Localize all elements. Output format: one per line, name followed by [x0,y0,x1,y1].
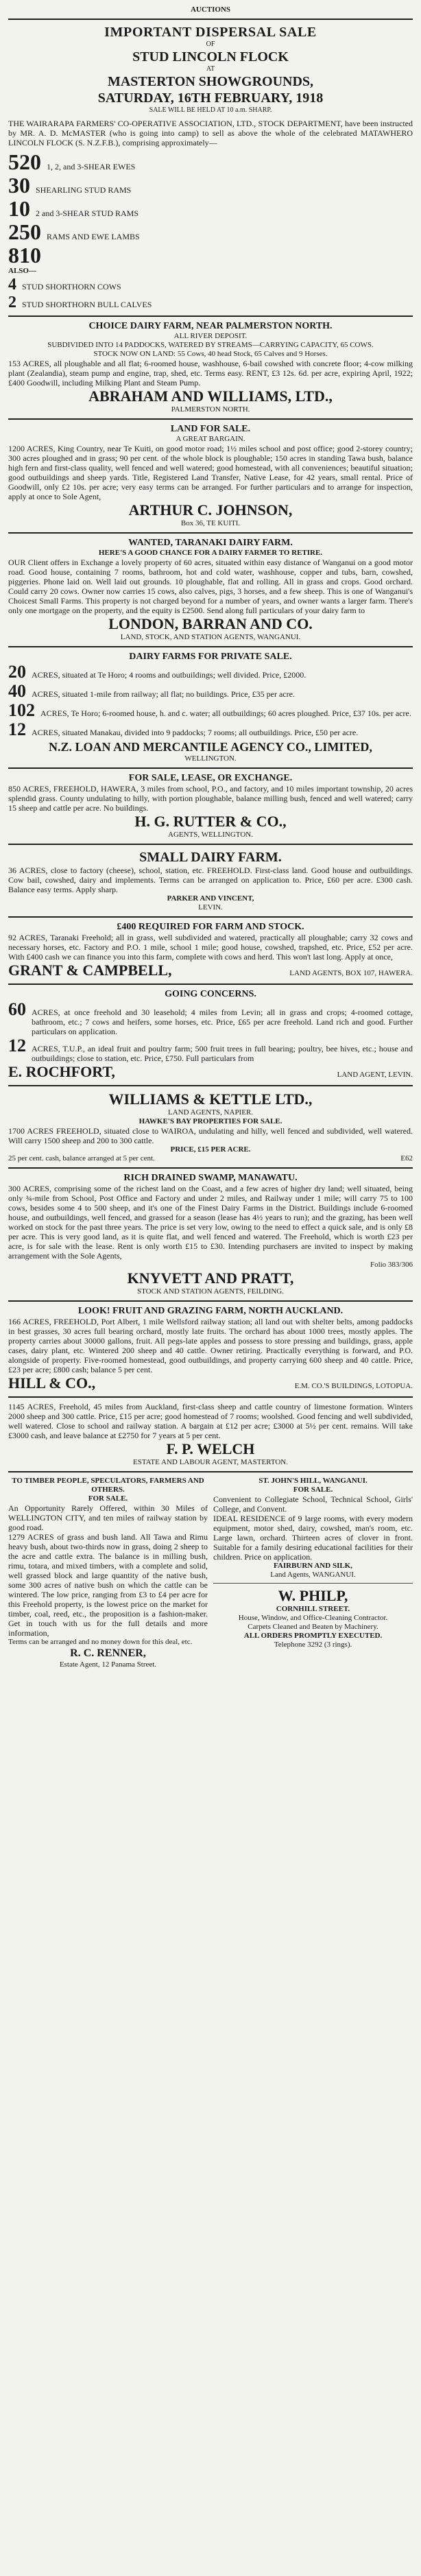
auction-items [8,150,413,311]
ad-body: 1279 ACRES of grass and bush land. All Tawa and Rimu heavy bush, about two-thirds now in grass, doing 2 sheep to the acre and cattle extra. The balance is in milling bush, rimu, totara, and mixed timbers, with a complete and solid, well grassed block and large quantity of the native bush, some 300 acres of native bush on which the cattle can be wintered. The low price, ranging from £3 to £4 per acre for this Freehold property, is the lowest price on the market for timber, coal, reed, etc., the proposition is a fashion-maker. Get in touch with us for the full details and more information, [8,1532,208,1638]
qty: 20 [8,662,26,682]
ad-agent: PARKER AND VINCENT, [167,894,254,903]
also-label: ALSO— [8,267,36,275]
qty: 12 [8,719,26,739]
total: 810 [8,243,41,267]
ad-intro: An Opportunity Rarely Offered, within 30 Miles of WELLINGTON CITY, and ten miles of railway station by good road. [8,1503,208,1532]
desc: ACRES, situated Manakau, divided into 9 paddocks; 7 rooms; all outbuildings. Price, £50 per acre. [32,728,359,737]
ad-small-dairy [8,849,413,912]
ad-agent-loc: LAND AGENTS, BOX 107, HAWERA. [289,969,413,977]
ad-agent-loc: PALMERSTON NORTH. [171,405,250,414]
ad-price: PRICE, £15 PER ACRE. [170,1145,251,1154]
section-header: AUCTIONS [190,5,231,14]
ad-title: SMALL DAIRY FARM. [139,850,282,865]
ad-taranaki [8,538,413,642]
divider [8,983,413,985]
ad-timber [8,1477,208,1669]
also-item [8,294,413,311]
divider [213,1583,413,1584]
ad-agent-row [8,1374,413,1392]
ad-title: RICH DRAINED SWAMP, MANAWATU. [123,1173,298,1183]
divider [8,1471,413,1472]
ad-agent-row [8,1063,413,1081]
ad-agent: LONDON, BARRAN AND CO. [108,615,313,632]
qty: 4 [8,276,16,294]
divider [8,916,413,918]
auction-item [8,197,413,220]
qty: 10 [8,196,30,221]
ad-title: £400 REQUIRED FOR FARM AND STOCK. [117,922,304,932]
divider [8,767,413,769]
ad-agent: ARTHUR C. JOHNSON, [128,501,293,518]
w-line: House, Window, and Office-Cleaning Contractor. [238,1614,388,1622]
ad-body: 36 ACRES, close to factory (cheese), school, station, etc. FREEHOLD. First-class land. Good house and outbuildings. Cow bail, cowshed, dairy and implements. Terms can be arranged on application to. Price, £60 per acre. £300 cash. Balance easy terms. Apply sharp. [8,866,413,894]
ad-agent: E. ROCHFORT, [8,1063,115,1080]
desc: 1, 2, and 3-SHEAR EWES [47,162,136,171]
ad-going-concerns [8,989,413,1081]
desc: STUD SHORTHORN COWS [22,282,121,291]
divider [8,315,413,317]
divider [8,1396,413,1398]
ad-title: LAND FOR SALE. [170,424,251,434]
auction-location: MASTERTON SHOWGROUNDS, [107,74,314,89]
w-line: Telephone 3292 (3 rings). [274,1641,352,1649]
ad-agent-loc: E.M. CO.'S BUILDINGS, LOTOPUA. [294,1382,413,1390]
ad-sub: FOR SALE. [88,1494,128,1503]
ad-agent-loc: WELLINGTON. [184,754,237,763]
ad-agent: FAIRBURN AND SILK, [273,1562,352,1570]
ad-choice-dairy [8,321,413,414]
ad-stock: STOCK NOW ON LAND: 55 Cows, 40 head Stock, 65 Calves and 9 Horses. [93,350,328,358]
auction-at: AT [206,65,215,73]
auction-title: IMPORTANT DISPERSAL SALE [104,25,317,40]
ad-williams-kettle [8,1090,413,1163]
ad-body: 1200 ACRES, King Country, near Te Kuiti, on good motor road; 1½ miles school and post office; good 2-storey country; 300 acres ploughed and in grass; 90 per cent. of the whole block is ploughable; 150 acres in standing Tawa bush, balance high fern and first-class quality, well fenced and well watered; good homestead, with all conveniences; beautiful situation; good outbuildings and sheep yards. Title, Registered Land Transfer, Native Lease, for 42 years, small rental. Price of Goodwill, only £2 10s. per acre; very easy terms can be arranged. For further particulars and to arrange for inspection, apply at once to Sole Agent, [8,444,413,501]
ad-subdivided: SUBDIVIDED INTO 14 PADDOCKS, WATERED BY STREAMS—CARRYING CAPACITY, 65 COWS. [47,341,374,349]
qty: 40 [8,681,26,701]
desc: ACRES, at once freehold and 30 leasehold; 4 miles from Levin; all in grass and crops; 4-roomed cottage, bathroom, etc.; 7 cows and heifers, some horses, etc. Price, £65 per acre freehold. Land rich and good. Further particulars on application. [32,1007,413,1036]
ad-title: ST. JOHN'S HILL, WANGANUI. [258,1477,368,1485]
ad-agent-loc: LAND, STOCK, AND STATION AGENTS, WANGANUI. [120,633,301,641]
qty: 30 [8,173,30,198]
qty: 2 [8,294,16,311]
bottom-columns [8,1477,413,1669]
desc: ACRES, Te Horo; 6-roomed house, h. and c. water; all outbuildings; 60 acres ploughed. Price, £37 10s. per acre. [40,708,411,718]
w-line: ALL ORDERS PROMPTLY EXECUTED. [243,1632,383,1640]
desc: RAMS AND EWE LAMBS [47,232,140,241]
auction-item [8,220,413,243]
divider [8,1300,413,1302]
divider [8,418,413,420]
ad-title: FOR SALE, LEASE, OR EXCHANGE. [128,773,293,783]
ad-body: 92 ACRES, Taranaki Freehold; all in grass, well subdivided and watered, practically all ploughable; carry 32 cows and necessary horses, etc. Factory and P.O. 1 mile, school 1 mile; good house, cowshed, trapshed, etc. Price, £52 per acre. With £400 cash we can finance you into this farm, complete with cows and herd. This won't last long. Apply at once, [8,933,413,962]
auction-time: SALE WILL BE HELD AT 10 a.m. SHARP. [149,106,272,114]
desc: ACRES, situated at Te Horo; 4 rooms and outbuildings; well divided. Price, £2000. [32,670,306,680]
ad-title: WANTED, TARANAKI DAIRY FARM. [128,538,293,548]
ad-look-fruit [8,1306,413,1392]
ad-agent-loc: STOCK AND STATION AGENTS, FEILDING. [136,1287,285,1296]
ad-manawatu [8,1173,413,1296]
auction-item [8,150,413,174]
ad-title: TO TIMBER PEOPLE, SPECULATORS, FARMERS AND OTHERS. [12,1477,204,1494]
ad-title: CHOICE DAIRY FARM, NEAR PALMERSTON NORTH. [88,321,333,331]
ad-terms-row [8,1154,413,1163]
desc: STUD SHORTHORN BULL CALVES [22,300,152,309]
ad-agent: N.Z. LOAN AND MERCANTILE AGENCY CO., LIMITED, [49,740,372,754]
auction-total [8,243,413,267]
divider [8,646,413,647]
ad-agent: F. P. WELCH [166,1440,255,1457]
desc: 2 and 3-SHEAR STUD RAMS [36,208,139,218]
ad-intro: Convenient to Collegiate School, Technical School, Girls' College, and Convent. [213,1494,413,1514]
auction-item [8,174,413,197]
ad-body: 1145 ACRES, Freehold, 45 miles from Auckland, first-class sheep and cattle country of limestone formation. Winters 2000 sheep and 300 cattle. Price, £15 per acre; good homestead of 7 rooms; woolshed. Good fencing and well subdivided, well watered. Close to school and railway station. A bargain at £12 per acre; £3000 at 5½ per cent. remains. Will take £3000 cash, and leave balance at £2750 for 7 years at 5 per cent. [8,1402,413,1440]
divider [8,1085,413,1086]
ad-agent-row [8,962,413,979]
ad-item [8,1036,413,1063]
ad-body: 850 ACRES, FREEHOLD, HAWERA, 3 miles from school, P.O., and factory, and 10 miles important township, 20 acres splendid grass. County undulating to hilly, with portion ploughable, balance milling bush, fenced and well watered; carry 15 sheep and cattle per acre. No buildings. [8,784,413,813]
ad-agent: KNYVETT AND PRATT, [127,1269,294,1287]
ad-agent: HILL & CO., [8,1374,96,1392]
ad-required [8,922,413,979]
divider [8,19,413,20]
ad-title: DAIRY FARMS FOR PRIVATE SALE. [129,652,292,662]
ad-item [8,663,413,682]
ad-agent-loc: AGENTS, WELLINGTON. [168,831,253,839]
ad-section: HAWKE'S BAY PROPERTIES FOR SALE. [139,1117,282,1125]
ad-agent: ABRAHAM AND WILLIAMS, LTD., [88,387,333,405]
ad-sub: A GREAT BARGAIN. [176,435,245,443]
ad-item [8,682,413,701]
w-line: Carpets Cleaned and Beaten by Machinery. [248,1623,378,1631]
ad-st-johns [213,1477,413,1669]
ad-agent-loc: LEVIN. [198,903,223,911]
ad-note: Terms can be arranged and no money down for this deal, etc. [8,1638,193,1646]
ad-agent-loc: Box 36, TE KUITI. [180,519,241,527]
ad-item [8,701,413,720]
ad-agent: H. G. RUTTER & CO., [134,813,287,830]
qty: 12 [8,1036,26,1056]
divider [8,844,413,845]
desc: ACRES, T.U.P., an ideal fruit and poultry farm; 500 fruit trees in full bearing; poultry, bee hives, etc.; house and outbuildings; close to station, etc. Price, £750. Full particulars from [32,1044,413,1063]
divider [8,532,413,534]
ad-hawera [8,773,413,839]
ad-sub: HERE'S A GOOD CHANCE FOR A DAIRY FARMER TO RETIRE. [98,549,323,557]
ad-1145 [8,1402,413,1467]
qty: 250 [8,219,41,244]
ad-sub: FOR SALE. [293,1486,333,1494]
ad-item [8,1000,413,1036]
qty: 102 [8,700,35,720]
ad-agent-loc: Land Agents, WANGANUI. [270,1571,356,1579]
auction-date: SATURDAY, 16TH FEBRUARY, 1918 [97,91,324,106]
ad-auction-1 [8,24,413,311]
w-address: CORNHILL STREET. [276,1605,350,1613]
desc: SHEARLING STUD RAMS [36,185,132,195]
ad-agent-loc: LAND AGENT, LEVIN. [337,1071,413,1079]
ad-terms: 25 per cent. cash, balance arranged at 5 per cent. [8,1154,155,1162]
ad-agent-loc: Estate Agent, 12 Panama Street. [59,1660,157,1669]
ad-body: OUR Client offers in Exchange a lovely property of 60 acres, situated within easy distance of Wanganui on a good motor road. Good house, containing 7 rooms, bathroom, hot and cold water, washhouse, copper and tubs, barn, cowshed, piggeries. Phone laid on. Well laid out grounds. 10 ploughable, flat and rolling. All in grass and crops. Good orchard. Could carry 20 cows. Owner now carries 15 cows, also calves, pigs, 3 horses, and a few sheep. This is one of Wanganui's Choicest Small Farms. This property is not charged beyond for a number of years, and owner wants a larger farm. There's only one mortgage on the property, and the equity is £2500. Send along full particulars of your dairy farm to [8,558,413,615]
ad-private-sale [8,652,413,763]
w-name: W. PHILP, [278,1587,348,1604]
ad-sub: LAND AGENTS, NAPIER. [167,1108,254,1117]
auction-flock: STUD LINCOLN FLOCK [132,49,289,64]
ad-body: IDEAL RESIDENCE of 9 large rooms, with every modern equipment, motor shed, dairy, cowshed, man's room, etc. Large lawn, orchard. Thirteen acres of clover in front. Suitable for a family desiring educational facilities for their children. Price on application. [213,1514,413,1562]
ad-body: 300 ACRES, comprising some of the richest land on the Coast, and a few acres of higher dry land; well situated, being only ¾-mile from School, Post Office and Factory and under 2 miles, and Railway under 1 mile; will carry 75 to 100 cows, besides some 4 to 500 sheep, and it's one of the Finest Dairy Farms in the District. Buildings include 6-roomed house, and outbuildings, well fenced, and grassed for a season (lease has 4½ years to run); and the grazing, has been well worked on stock for the past three years. The price is set very low, owing to the need to effect a quick sale, and is only £8 per acre. This is very good land, as it is quite flat, and well fenced and watered. The Freehold, which is worth £23 per acre, is for sale with the lease. Rent is only worth £15 to £30. Intending purchasers are invited to inspect by making arrangement with the Sole Agents, [8,1184,413,1261]
qty: 520 [8,150,41,174]
ad-sub: ALL RIVER DEPOSIT. [173,332,248,340]
ad-agent: R. C. RENNER, [70,1647,146,1659]
ad-body: 166 ACRES, FREEHOLD, Port Albert, 1 mile Wellsford railway station; all land out with shelter belts, among paddocks in best grasses, 30 acres full bearing orchard, mostly late fruits. The orchard has about 1000 trees, mostly apples. The property carries about 30000 gallons, fruit. All pegs-late apples and possess to store pressing and buildings, grass, apple cases, dairy plant, etc. Wintered 200 sheep and 40 cattle. Owner retiring. Practically everything is forward, and P.O. alongside of property. Five-roomed homestead, good outbuildings, and property carrying 600 sheep and 40 cattle. Price, £23 per acre; £800 cash; balance 5 per cent. [8,1317,413,1374]
ad-title: GOING CONCERNS. [165,989,256,999]
ad-agent: GRANT & CAMPBELL, [8,962,172,979]
ad-title: WILLIAMS & KETTLE LTD., [108,1090,313,1108]
ad-bargain [8,424,413,528]
desc: ACRES, situated 1-mile from railway; all flat; no buildings. Price, £35 per acre. [32,689,295,699]
divider [8,1167,413,1169]
auction-of: OF [206,40,215,48]
also-item [8,276,413,294]
qty: 60 [8,999,26,1019]
ad-folio: Folio 383/306 [370,1261,413,1269]
ad-title: LOOK! FRUIT AND GRAZING FARM, NORTH AUCKLAND. [77,1306,344,1316]
ad-code: E62 [400,1154,413,1162]
ad-item [8,720,413,739]
auction-intro: THE WAIRARAPA FARMERS' CO-OPERATIVE ASSOCIATION, LTD., STOCK DEPARTMENT, have been instructed by MR. A. D. McMASTER (who is going into camp) to sell as above the whole of the celebrated MATAWHERO LINCOLN FLOCK (S. N.Z.F.B.), comprising approximately— [8,119,413,147]
ad-body: 1700 ACRES FREEHOLD, situated close to WAIROA, undulating and hilly, well fenced and subdivided, well watered. Will carry 1500 sheep and 200 to 300 cattle. [8,1126,413,1145]
ad-agent-loc: ESTATE AND LABOUR AGENT, MASTERTON. [133,1458,288,1466]
ad-body: 153 ACRES, all ploughable and all flat; 6-roomed house, washhouse, 6-bail cowshed with concrete floor; 4-cow milking plant (Zealandia), steam pump and engine, trap, shed, etc. Terms easy. RENT, £3 12s. 6d. per acre, expiring April, 1922; £400 Goodwill, including Milking Plant and Steam Pump. [8,359,413,387]
